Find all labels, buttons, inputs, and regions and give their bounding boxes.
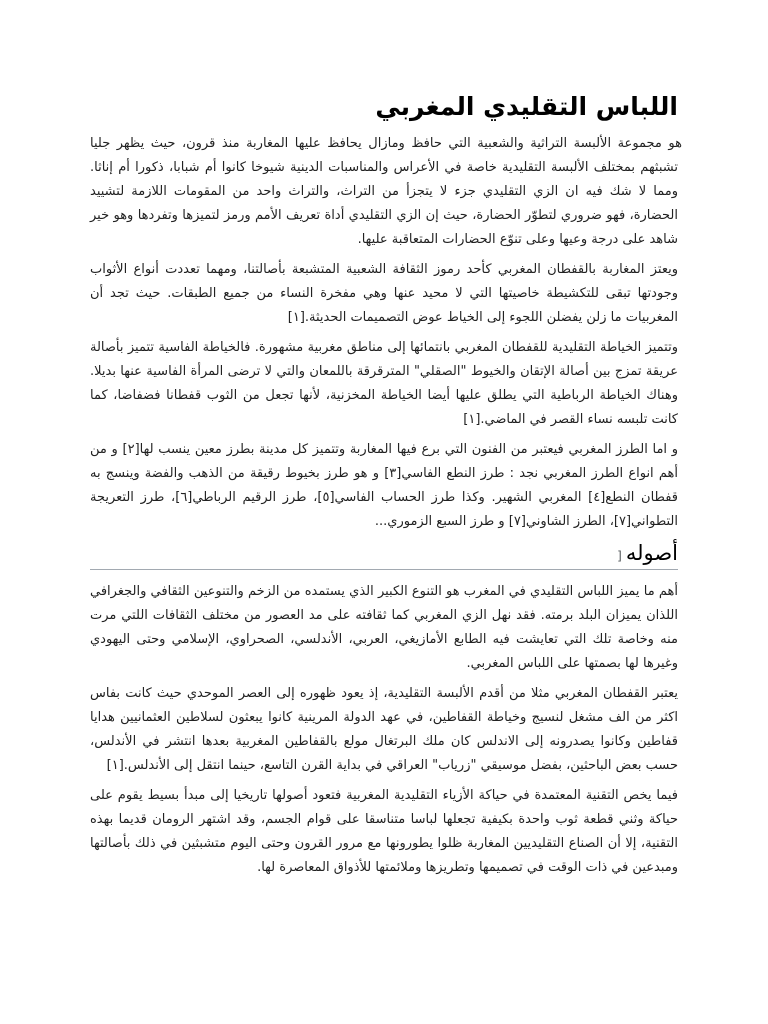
section-heading-text: أصوله [625,540,678,565]
section-paragraph: فيما يخص التقنية المعتمدة في حياكة الأزياء التقليدية المغربية فتعود أصولها تاريخيا إلى مبدأ بسيط يقوم على حياكة وثني قطعة ثوب واحدة بكيفية تجعلها لباسا متناسقا على قوام الجسم، وقد اشتهر الرومان قديما بهذه التقنية، إلا أن الصناع التقليديين المغاربة ظلوا يطورونها مع مرور القرون وحتى اليوم متشبثين في ذلك بأصالتها ومبدعين في ذات الوقت في تصميمها وتطريزها وملائمتها للأذواق المعاصرة لها. [90,788,678,876]
page-title: اللباس التقليدي المغربي [375,92,678,121]
section-heading [90,540,678,570]
section-edit-bracket: [ [617,548,622,563]
intro-paragraph: و اما الطرز المغربي فيعتبر من الفنون التي برع فيها المغاربة وتتميز كل مدينة بطرز معين ينسب لها[٢] و من أهم انواع الطرز المغربي نجد : طرز النطع الفاسي[٣] و هو طرز بخيوط رقيقة من الذهب والفضة وينسج به قفطان النطع[٤] المغربي الشهير. وكذا طرز الحساب الفاسي[٥]، طرز الرقيم الرباطي[٦]، طرز التعريجة التطواني[٧]، الطرز الشاوني[٧] و طرز السبع الزموري... [90,441,679,529]
section-paragraph: أهم ما يميز اللباس التقليدي في المغرب هو التنوع الكبير الذي يستمده من الزخم والتنوعين الثقافي والجغرافي اللذان يميزان البلد برمته. فقد نهل الزي المغربي كما ثقافته على مد العصور من مختلف الثقافات اللتي مرت منه وخاصة تلك التي تعايشت فيه الطابع الأمازيغي، العربي، الأندلسي، الصحراوي، الإسلامي وحتى اليهودي وغيرها لها بصمتها على اللباس المغربي. [90,584,678,672]
section-paragraph: يعتبر القفطان المغربي مثلا من أقدم الألبسة التقليدية، إذ يعود ظهوره إلى العصر الموحدي حيث كانت بفاس اكثر من الف مشغل لنسيج وخياطة القفاطين، في عهد الدولة المرينية كانوا يبعثون لسلاطين العثمانيين هدايا قفاطين وكانوا يصدرونه إلى الاندلس كان ملك البرتغال مولع بالقفاطين المغربية بعدها انتشر في الأندلس، حسب بعض الباحثين، بفضل موسيقي "زرياب" العراقي في بداية القرن التاسع، حينما انتقل إلى الأندلس.[١] [90,686,678,774]
intro-paragraph: هو مجموعة الألبسة التراثية والشعبية التي حافظ ومازال يحافظ عليها المغاربة منذ قرون، حيث يظهر جليا تشبثهم بمختلف الألبسة التقليدية خاصة في الأعراس والمناسبات الدينية شيوخا كانوا أم شبابا، ذكورا أم إناثا. ومما لا شك فيه ان الزي التقليدي جزء لا يتجزأ من التراث، والتراث واحد من المقومات اللازمة لتشييد الحضارة، فهو ضروري لتطوّر الحضارة، حيث إن الزي التقليدي أداة تعريف الأمم ورمز لتميزها وتفردها وهو خير شاهد على درجة وعيها وعلى تنوّع الحضارات المتعاقبة عليها. [90,135,682,247]
intro-paragraph: وتتميز الخياطة التقليدية للقفطان المغربي بانتمائها إلى مناطق مغربية مشهورة. فالخياطة الفاسية تتميز بأصالة عريقة تمزج بين أصالة الإتقان والخيوط "الصقلي" المترقرقة باللمعان والتي لا ترضى المرأة الفاسية عنها بديلا. وهناك الخياطة الرباطية التي يطلق عليها أيضا الخياطة المخزنية، لأنها تجعل من الثوب قفطانا فضفاضا، كما كانت تلبسه نساء القصر في الماضي.[١] [90,339,678,427]
intro-paragraph: ويعتز المغاربة بالقفطان المغربي كأحد رموز الثقافة الشعبية المتشبعة بأصالتنا، ومهما تعددت أنواع الأثواب وجودتها تبقى للتكشيطة خاصيتها التي لا محيد عنها وهي مفخرة النساء من جميع الطبقات. حيث تجد أن المغربيات ما زلن يفضلن اللجوء إلى الخياط عوض التصميمات الحديثة.[١] [90,261,678,325]
